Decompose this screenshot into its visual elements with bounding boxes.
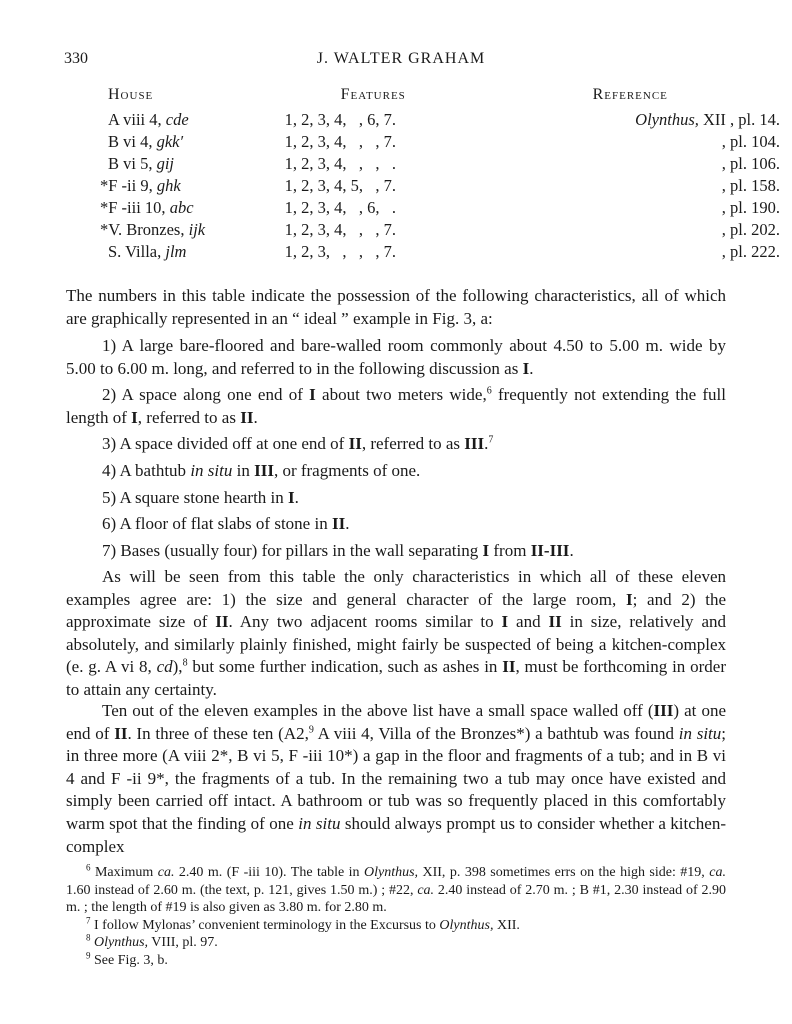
cell-reference: , pl. 202. xyxy=(721,220,780,239)
footnote-6: $^6$ Maximum ca. 2.40 m. (F -iii 10). The table in Olynthus, XII, p. 398 sometimes errs on the high side: #19, ca. 1.60 instead of 2.60 m. (the text, p. 121, gives 1.50 m.) ; #22, ca. 2.40 instead of 2.70 m. ; B #1, 2.30 instead of 2.90 m. ; the length of #19 is also given as 3.80 m. for 2.80 m. xyxy=(66,862,726,915)
table-row xyxy=(100,132,792,154)
footnote-ref: 7 xyxy=(488,434,494,446)
footnotes xyxy=(66,864,726,969)
footnote-ref: 9 xyxy=(308,723,314,735)
footnote-ref: 8 xyxy=(182,657,188,669)
list-item: 2) A space along one end of I about two meters wide,$^6$ frequently not extending the full length of I, referred to as II. xyxy=(66,385,726,427)
cell-reference: Olynthus, XII , pl. 14. xyxy=(635,110,780,129)
cell-reference: , pl. 190. xyxy=(721,198,780,217)
cell-reference: , pl. 158. xyxy=(721,176,780,195)
intro-text: The numbers in this table indicate the possession of the following characteristics, all of which are graphically represented in an “ ideal ” example in Fig. 3, a: xyxy=(66,286,726,328)
table-row xyxy=(100,176,792,198)
cell-features: 1, 2, 3, 4, 5, , 7. xyxy=(284,176,396,195)
cell-features: 1, 2, 3, , , , 7. xyxy=(284,242,396,261)
table-header-row xyxy=(100,86,792,110)
table-row xyxy=(100,110,792,132)
table-row xyxy=(100,242,792,264)
cell-features: 1, 2, 3, 4, , , . xyxy=(284,154,396,173)
cell-house: B vi 5, gij xyxy=(108,154,175,173)
footnote-9: $^9$ See Fig. 3, b. xyxy=(86,949,168,968)
page-number: 330 xyxy=(64,50,88,67)
list-item: 1) A large bare-floored and bare-walled room commonly about 4.50 to 5.00 m. wide by 5.00 to 6.00 m. long, and referred to in the following discussion as I. xyxy=(66,336,726,378)
cell-features: 1, 2, 3, 4, , 6, . xyxy=(284,198,396,217)
list-item: 5) A square stone hearth in I. xyxy=(102,487,299,507)
cell-reference: , pl. 222. xyxy=(721,242,780,261)
paragraph-agreement: As will be seen from this table the only characteristics in which all of these eleven examples agree are: 1) the size and general character of the large room, I; and 2) the approximate size of II. Any two adjacent rooms similar to I and II in size, relatively and absolutely, and similarly plainly finished, might fairly be suspected of being a kitchen-complex (e. g. A vi 8, cd),$^8$ but some further indication, such as ashes in II, must be forthcoming in order to attain any certainty. xyxy=(66,567,726,699)
header-reference: Reference xyxy=(592,86,668,103)
cell-features: 1, 2, 3, 4, , , 7. xyxy=(284,132,396,151)
house-features-table xyxy=(100,86,792,264)
list-item: 7) Bases (usually four) for pillars in the wall separating I from II-III. xyxy=(102,540,574,560)
table-row xyxy=(100,220,792,242)
intro-paragraph xyxy=(66,285,726,330)
cell-house: B vi 4, gkk′ xyxy=(108,132,184,151)
header-house: House xyxy=(108,86,154,103)
characteristics-list xyxy=(66,335,726,562)
table-body xyxy=(100,110,792,264)
cell-features: 1, 2, 3, 4, , , 7. xyxy=(284,220,396,239)
footnote-ref: 6 xyxy=(486,385,492,397)
table-row xyxy=(100,198,792,220)
list-item: 3) A space divided off at one end of II, referred to as III.$^7$ xyxy=(102,434,494,454)
header-features: Features xyxy=(340,86,406,103)
running-head: J. WALTER GRAHAM xyxy=(316,50,486,67)
footnote-7: $^7$ I follow Mylonas’ convenient terminology in the Excursus to Olynthus, XII. xyxy=(86,914,520,933)
cell-features: 1, 2, 3, 4, , 6, 7. xyxy=(284,110,396,129)
footnote-8: $^8$ Olynthus, VIII, pl. 97. xyxy=(86,932,218,950)
cell-house: A viii 4, cde xyxy=(108,110,189,129)
table-row xyxy=(100,154,792,176)
list-item: 6) A floor of flat slabs of stone in II. xyxy=(102,514,350,534)
cell-reference: , pl. 104. xyxy=(721,132,780,151)
cell-house: *F -ii 9, ghk xyxy=(100,176,181,195)
cell-house: *F -iii 10, abc xyxy=(100,198,194,217)
cell-house: *V. Bronzes, ijk xyxy=(100,220,206,239)
cell-reference: , pl. 106. xyxy=(721,154,780,173)
paragraph-bathtub: Ten out of the eleven examples in the above list have a small space walled off (III) at one end of II. In three of these ten (A2,$^9$ A viii 4, Villa of the Bronzes*) a bathtub was found in situ; in three more (A viii 2*, B vi 5, F -iii 10*) a gap in the floor and fragments of a tub; and in B vi 4 and F -ii 9*, the fragments of a tub. In the remaining two a tub may once have existed and simply been carried off intact. A bathroom or tub was so frequently placed in this comfortably warm spot that the finding of one in situ should always prompt us to consider whether a kitchen-complex xyxy=(66,701,727,856)
cell-house: S. Villa, jlm xyxy=(108,242,187,261)
list-item: 4) A bathtub in situ in III, or fragments of one. xyxy=(102,460,421,480)
